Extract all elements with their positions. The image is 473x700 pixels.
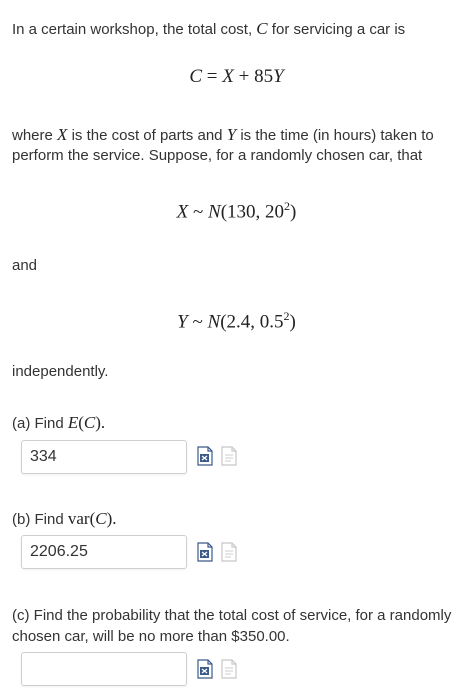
- document-icon[interactable]: [221, 446, 237, 466]
- part-c-question-line1: (c) Find the probability that the total cost of service, for a randomly: [12, 607, 452, 624]
- where-text-line2: perform the service. Suppose, for a randomly chosen car, that: [12, 147, 423, 164]
- and-text: and: [12, 257, 38, 274]
- where-text: where X is the cost of parts and Y is the time (in hours) taken to: [12, 125, 434, 144]
- part-c-question-line2: chosen car, will be no more than $350.00.: [12, 628, 290, 645]
- document-icon[interactable]: [221, 542, 237, 562]
- distribution-y: Y ~ N(2.4, $0.5^2$): [177, 309, 296, 333]
- answer-a-input[interactable]: [21, 440, 187, 474]
- distribution-x: X ~ N(130, $20^2$): [176, 199, 297, 223]
- document-icon[interactable]: [221, 659, 237, 679]
- cost-equation: C = X + 85Y: [189, 66, 284, 87]
- intro-text: In a certain workshop, the total cost, C for servicing a car is: [12, 19, 406, 38]
- part-b-label: (b) Find var(C).: [12, 509, 117, 528]
- part-a-label: (a) Find E(C).: [12, 413, 106, 432]
- equation-editor-icon[interactable]: [197, 542, 213, 562]
- answer-c-input[interactable]: [21, 652, 187, 686]
- equation-editor-icon[interactable]: [197, 446, 213, 466]
- equation-editor-icon[interactable]: [197, 659, 213, 679]
- answer-b-input[interactable]: [21, 535, 187, 569]
- independently-text: independently.: [12, 363, 109, 380]
